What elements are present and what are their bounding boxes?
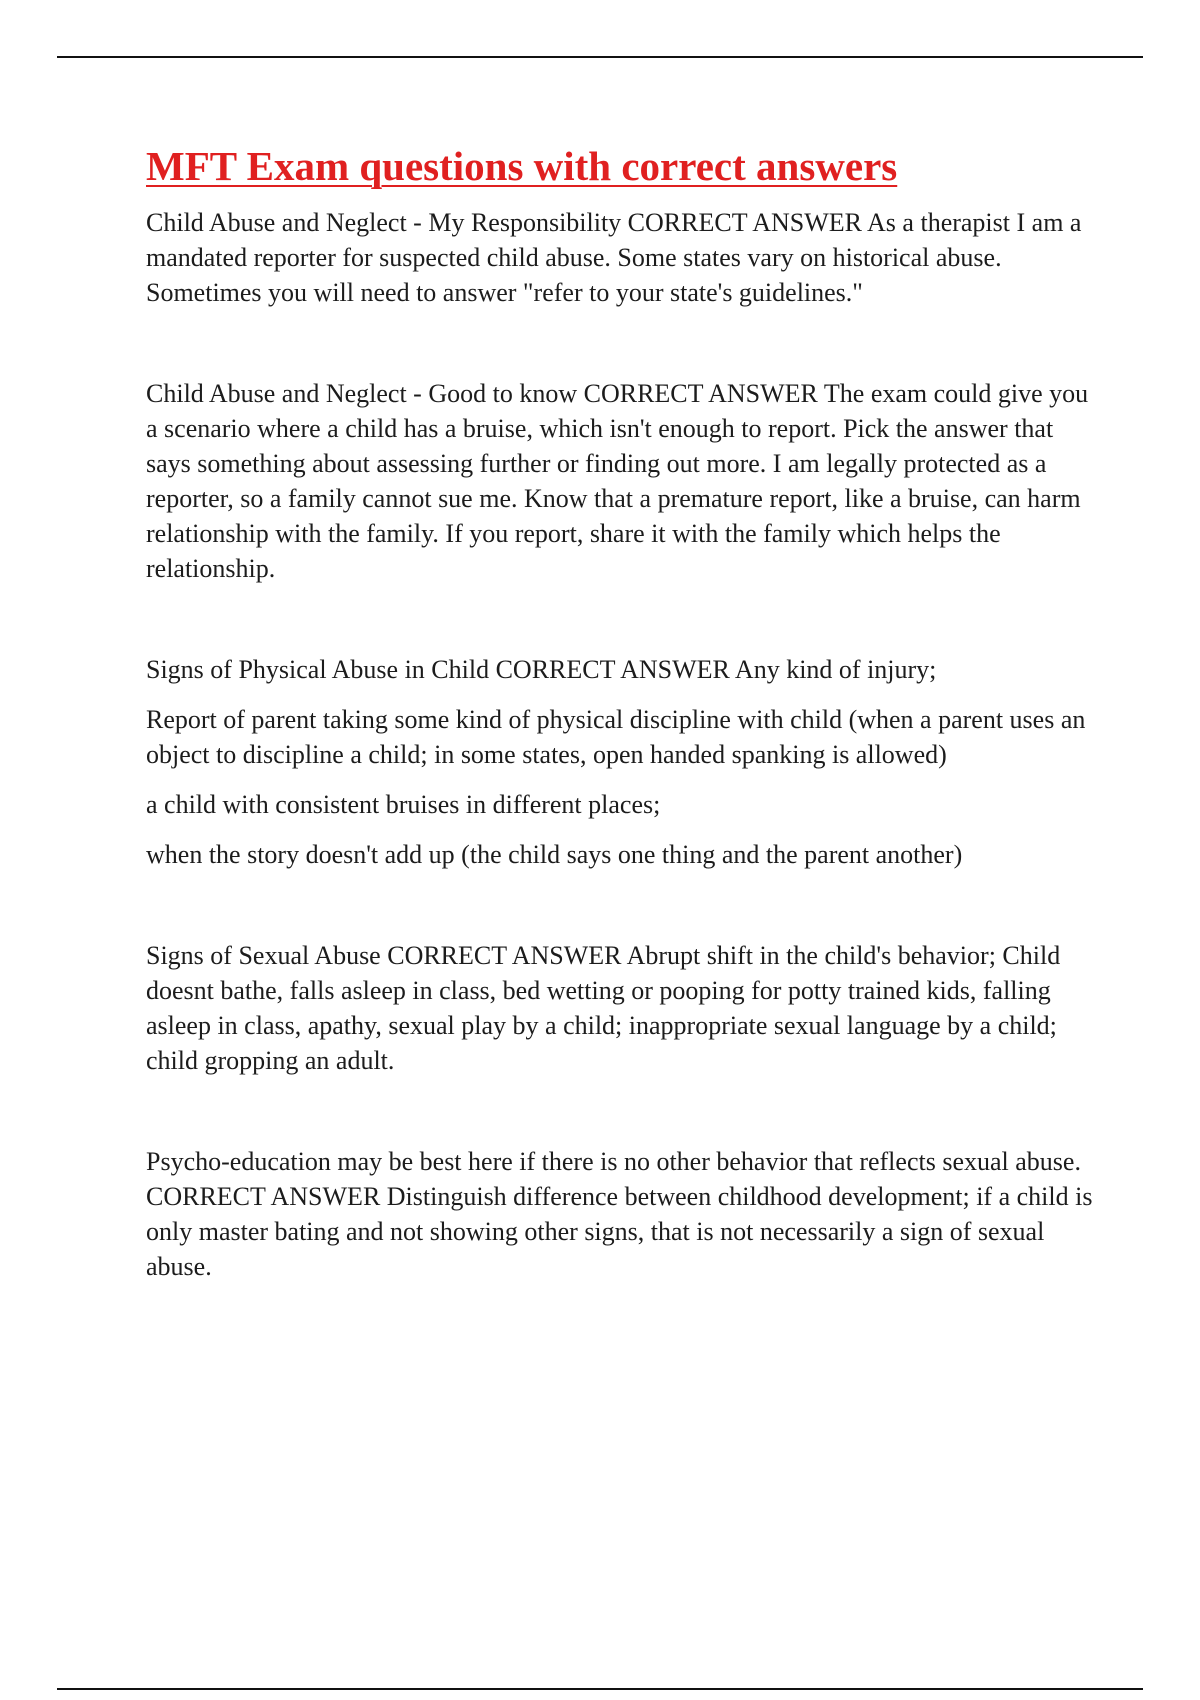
qa-child-abuse-responsibility: Child Abuse and Neglect - My Responsibility CORRECT ANSWER As a therapist I am a mandated reporter for suspected child abuse. Some states vary on historical abuse. Sometimes you will need to answer "refer to your state's guidelines." xyxy=(146,208,1082,308)
document-title: MFT Exam questions with correct answers xyxy=(146,143,898,189)
qa-child-abuse-good-to-know: Child Abuse and Neglect - Good to know CORRECT ANSWER The exam could give you a scenario where a child has a bruise, which isn't enough to report. Pick the answer that says something about assessing further or finding out more. I am legally protected as a reporter, so a family cannot sue me. Know that a premature report, like a bruise, can harm relationship with the family. If you report, share it with the family which helps the relationship. xyxy=(146,379,1089,584)
document-body xyxy=(146,142,1096,1284)
header-rule xyxy=(57,56,1143,58)
qa-sexual-abuse-signs: Signs of Sexual Abuse CORRECT ANSWER Abrupt shift in the child's behavior; Child doesnt bathe, falls asleep in class, bed wetting or pooping for potty trained kids, falling asleep in class, apathy, sexual play by a child; inappropriate sexual language by a child; child gropping an adult. xyxy=(146,941,1061,1076)
physical-abuse-sign-bruises: a child with consistent bruises in different places; xyxy=(146,790,661,820)
qa-physical-abuse-signs: Signs of Physical Abuse in Child CORRECT ANSWER Any kind of injury; xyxy=(146,655,937,685)
physical-abuse-sign-discipline: Report of parent taking some kind of physical discipline with child (when a parent uses an object to discipline a child; in some states, open handed spanking is allowed) xyxy=(146,705,1086,770)
footer-rule xyxy=(57,1688,1143,1690)
qa-psycho-education: Psycho-education may be best here if there is no other behavior that reflects sexual abuse. CORRECT ANSWER Distinguish difference between childhood development; if a child is only master bating and not showing other signs, that is not necessarily a sign of sexual abuse. xyxy=(146,1147,1093,1282)
physical-abuse-sign-story: when the story doesn't add up (the child says one thing and the parent another) xyxy=(146,840,963,870)
